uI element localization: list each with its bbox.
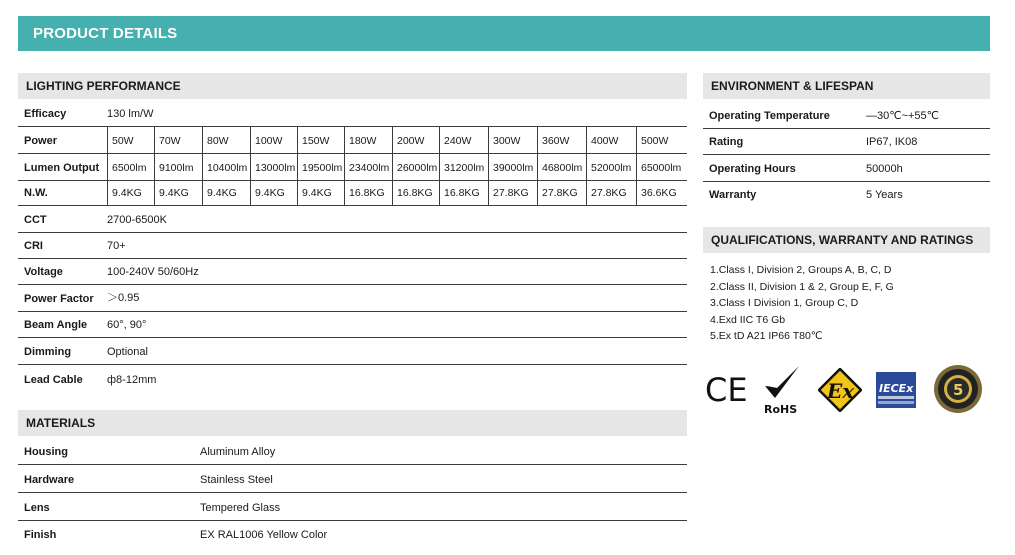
lumen-cell-text: 39000lm	[493, 162, 534, 174]
lumen-cell-text: 31200lm	[444, 162, 485, 174]
ce-mark-text: CE	[705, 372, 747, 406]
power-cell-text: 150W	[302, 135, 330, 147]
power-cell	[537, 127, 586, 153]
power-cell-text: 400W	[591, 135, 619, 147]
cct-label: CCT	[24, 214, 47, 226]
net-weight-cell	[297, 181, 344, 205]
hardware-label: Hardware	[24, 474, 75, 486]
lead-cable-label: Lead Cable	[24, 374, 83, 386]
power-cell	[107, 127, 154, 153]
atex-ex-icon	[818, 368, 862, 412]
finish-label: Finish	[24, 529, 57, 541]
qualifications-list	[710, 262, 894, 345]
power-cell-text: 300W	[493, 135, 521, 147]
power-cell	[586, 127, 636, 153]
net-weight-row	[18, 181, 687, 206]
operating-temperature-value: —30℃~+55℃	[866, 110, 940, 122]
material-row-lens	[18, 493, 687, 521]
lumen-cell	[202, 154, 250, 180]
net-weight-cell-text: 9.4KG	[255, 187, 285, 199]
net-weight-cell-text: 36.6KG	[641, 187, 677, 199]
net-weight-cell-text: 27.8KG	[493, 187, 529, 199]
lumen-cell-text: 52000lm	[591, 162, 632, 174]
operating-temperature-label: Operating Temperature	[709, 110, 830, 122]
lumen-cell-text: 9100lm	[159, 162, 194, 174]
lead-cable-value: ф8-12mm	[107, 374, 157, 386]
lumen-cell-text: 46800lm	[542, 162, 583, 174]
voltage-row	[18, 259, 687, 285]
lumen-cell-text: 10400lm	[207, 162, 248, 174]
net-weight-cell-text: 9.4KG	[159, 187, 189, 199]
net-weight-cell-text: 16.8KG	[444, 187, 480, 199]
warranty-value: 5 Years	[866, 189, 903, 201]
net-weight-cell-text: 16.8KG	[349, 187, 385, 199]
net-weight-cell	[392, 181, 439, 205]
power-cell	[297, 127, 344, 153]
net-weight-cell-text: 27.8KG	[542, 187, 578, 199]
net-weight-cell	[154, 181, 202, 205]
lumen-cell-text: 6500lm	[112, 162, 147, 174]
lumen-output-row	[18, 154, 687, 181]
lumen-cell	[488, 154, 537, 180]
certification-logos	[703, 360, 990, 420]
power-cell	[488, 127, 537, 153]
beam-angle-label: Beam Angle	[24, 319, 88, 331]
cri-label: CRI	[24, 240, 43, 252]
power-factor-label: Power Factor	[24, 293, 94, 305]
power-cell	[344, 127, 392, 153]
housing-value: Aluminum Alloy	[200, 446, 276, 458]
net-weight-cell-text: 27.8KG	[591, 187, 627, 199]
dimming-row	[18, 338, 687, 365]
env-row-rating	[703, 129, 990, 155]
rohs-icon	[761, 364, 803, 416]
iecex-text: IECEx	[879, 382, 914, 395]
efficacy-label: Efficacy	[24, 108, 67, 120]
operating-hours-value: 50000h	[866, 163, 903, 175]
net-weight-cell	[202, 181, 250, 205]
dimming-value: Optional	[107, 346, 148, 358]
power-cell-text: 180W	[349, 135, 377, 147]
lumen-cell	[154, 154, 202, 180]
power-cell-text: 500W	[641, 135, 669, 147]
power-factor-value: ＞0.95	[107, 292, 140, 304]
material-row-hardware	[18, 465, 687, 493]
qualification-item: 2.Class II, Division 1 & 2, Group E, F, G	[710, 280, 894, 293]
hardware-value: Stainless Steel	[200, 474, 273, 486]
efficacy-row	[18, 99, 687, 127]
net-weight-cell	[537, 181, 586, 205]
operating-hours-label: Operating Hours	[709, 163, 796, 175]
env-row-operating-hours	[703, 155, 990, 182]
net-weight-cell	[250, 181, 297, 205]
power-cell-text: 100W	[255, 135, 283, 147]
power-cell	[392, 127, 439, 153]
environment-lifespan-header: ENVIRONMENT & LIFESPAN	[703, 73, 990, 99]
lumen-cell	[392, 154, 439, 180]
materials-header: MATERIALS	[18, 410, 687, 436]
qualification-item: 4.Exd IIC T6 Gb	[710, 313, 786, 326]
power-label: Power	[24, 135, 58, 147]
beam-angle-row	[18, 312, 687, 338]
qualification-item: 1.Class I, Division 2, Groups A, B, C, D	[710, 264, 892, 276]
net-weight-cell-text: 9.4KG	[302, 187, 332, 199]
power-cell-text: 80W	[207, 135, 229, 147]
lumen-cell	[439, 154, 488, 180]
dimming-label: Dimming	[24, 346, 72, 358]
qualifications-header: QUALIFICATIONS, WARRANTY AND RATINGS	[703, 227, 990, 253]
env-row-operating-temperature	[703, 99, 990, 129]
cri-value: 70+	[107, 240, 126, 252]
power-cell	[439, 127, 488, 153]
cct-row	[18, 206, 687, 233]
ce-mark-icon	[705, 372, 747, 406]
material-row-finish	[18, 521, 687, 545]
qualification-item: 5.Ex tD A21 IP66 T80℃	[710, 330, 823, 343]
product-details-banner: PRODUCT DETAILS	[18, 16, 990, 51]
rohs-text: RoHS	[764, 403, 798, 416]
lumen-cell	[586, 154, 636, 180]
rating-label: Rating	[709, 136, 744, 148]
power-cell	[250, 127, 297, 153]
power-cell	[636, 127, 687, 153]
beam-angle-value: 60°, 90°	[107, 319, 147, 331]
rating-value: IP67, IK08	[866, 136, 918, 148]
lumen-cell	[297, 154, 344, 180]
power-cell-text: 360W	[542, 135, 570, 147]
lumen-cell-text: 26000lm	[397, 162, 438, 174]
warranty-seal-text: 5	[953, 381, 964, 399]
housing-label: Housing	[24, 446, 68, 458]
net-weight-label: N.W.	[24, 187, 48, 199]
net-weight-cell	[636, 181, 687, 205]
lumen-cell	[107, 154, 154, 180]
atex-ex-text: Ex	[827, 379, 855, 403]
power-cell	[154, 127, 202, 153]
lumen-cell-text: 65000lm	[641, 162, 682, 174]
net-weight-cell	[488, 181, 537, 205]
lead-cable-row	[18, 365, 687, 392]
lumen-cell-text: 23400lm	[349, 162, 390, 174]
power-cell	[202, 127, 250, 153]
voltage-value: 100-240V 50/60Hz	[107, 266, 199, 278]
voltage-label: Voltage	[24, 266, 63, 278]
lumen-cell	[344, 154, 392, 180]
env-row-warranty	[703, 182, 990, 206]
power-row	[18, 127, 687, 154]
net-weight-cell-text: 9.4KG	[207, 187, 237, 199]
net-weight-cell-text: 16.8KG	[397, 187, 433, 199]
power-factor-row	[18, 285, 687, 312]
cct-value: 2700-6500K	[107, 214, 167, 226]
power-cell-text: 70W	[159, 135, 181, 147]
iecex-icon	[876, 372, 916, 408]
net-weight-cell-text: 9.4KG	[112, 187, 142, 199]
lens-value: Tempered Glass	[200, 502, 281, 514]
efficacy-value: 130 lm/W	[107, 108, 154, 120]
lumen-cell	[636, 154, 687, 180]
finish-value: EX RAL1006 Yellow Color	[200, 529, 328, 541]
lumen-cell	[537, 154, 586, 180]
lumen-cell-text: 13000lm	[255, 162, 296, 174]
material-row-housing	[18, 436, 687, 465]
lumen-cell	[250, 154, 297, 180]
warranty-seal-icon	[933, 364, 983, 414]
lumen-output-label: Lumen Output	[24, 162, 100, 174]
cri-row	[18, 233, 687, 259]
power-cell-text: 240W	[444, 135, 472, 147]
lighting-performance-header: LIGHTING PERFORMANCE	[18, 73, 687, 99]
power-cell-text: 50W	[112, 135, 134, 147]
net-weight-cell	[439, 181, 488, 205]
qualification-item: 3.Class I Division 1, Group C, D	[710, 297, 859, 310]
net-weight-cell	[586, 181, 636, 205]
net-weight-cell	[344, 181, 392, 205]
warranty-label: Warranty	[709, 189, 757, 201]
lumen-cell-text: 19500lm	[302, 162, 343, 174]
power-cell-text: 200W	[397, 135, 425, 147]
net-weight-cell	[107, 181, 154, 205]
lens-label: Lens	[24, 502, 50, 514]
